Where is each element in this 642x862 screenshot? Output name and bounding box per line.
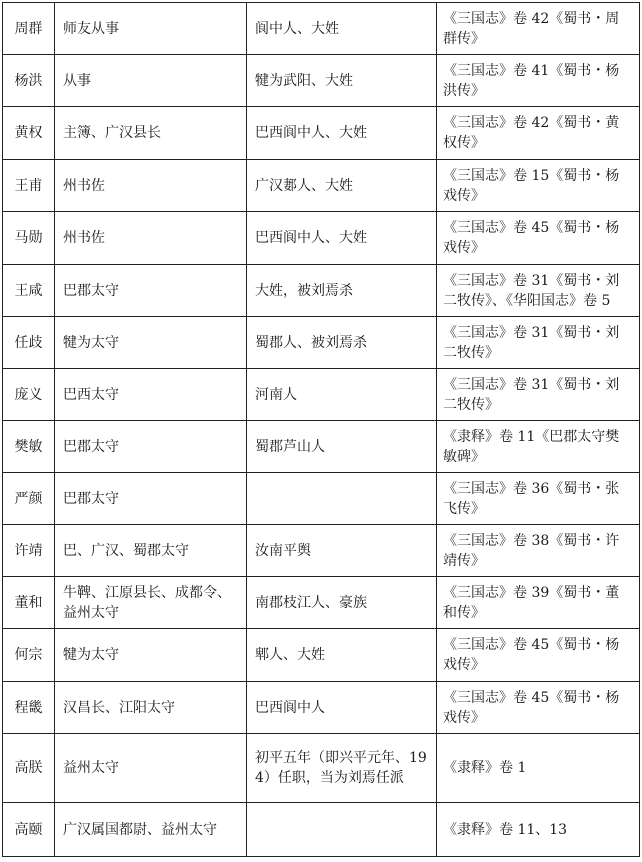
name-cell: 樊敏 [3,421,55,473]
office-cell: 州书佐 [55,212,247,265]
table-body [3,3,640,857]
source-cell: 《三国志》卷 31《蜀书・刘二牧传》 [437,317,640,369]
office-cell: 州书佐 [55,160,247,212]
source-cell: 《三国志》卷 31《蜀书・刘二牧传》、《华阳国志》卷 5 [437,265,640,317]
origin-cell: 蜀郡芦山人 [247,421,437,473]
source-cell: 《三国志》卷 42《蜀书・黄权传》 [437,107,640,160]
office-cell: 巴西太守 [55,369,247,421]
origin-cell: 大姓，被刘焉杀 [247,265,437,317]
origin-cell: 汝南平舆 [247,525,437,577]
table-row [3,525,640,577]
name-cell: 任歧 [3,317,55,369]
office-cell: 益州太守 [55,734,247,803]
office-cell: 主簿、广汉县长 [55,107,247,160]
office-cell: 巴、广汉、蜀郡太守 [55,525,247,577]
table-row [3,734,640,803]
origin-cell: 南郡枝江人、豪族 [247,577,437,629]
table-row [3,577,640,629]
origin-cell [247,473,437,525]
source-cell: 《三国志》卷 39《蜀书・董和传》 [437,577,640,629]
office-cell: 犍为太守 [55,317,247,369]
source-cell: 《三国志》卷 41《蜀书・杨洪传》 [437,55,640,107]
table-row [3,212,640,265]
office-cell: 广汉属国都尉、益州太守 [55,803,247,857]
source-cell: 《隶释》卷 11、13 [437,803,640,857]
origin-cell: 初平五年（即兴平元年、194）任职，当为刘焉任派 [247,734,437,803]
source-cell: 《三国志》卷 15《蜀书・杨戏传》 [437,160,640,212]
name-cell: 杨洪 [3,55,55,107]
origin-cell: 河南人 [247,369,437,421]
name-cell: 程畿 [3,682,55,734]
office-cell: 巴郡太守 [55,473,247,525]
source-cell: 《三国志》卷 31《蜀书・刘二牧传》 [437,369,640,421]
origin-cell: 巴西阆中人 [247,682,437,734]
table-row [3,265,640,317]
origin-cell: 犍为武阳、大姓 [247,55,437,107]
source-cell: 《三国志》卷 45《蜀书・杨戏传》 [437,629,640,682]
name-cell: 董和 [3,577,55,629]
source-cell: 《隶释》卷 11《巴郡太守樊敏碑》 [437,421,640,473]
name-cell: 许靖 [3,525,55,577]
office-cell: 巴郡太守 [55,265,247,317]
table-row [3,421,640,473]
source-cell: 《三国志》卷 45《蜀书・杨戏传》 [437,682,640,734]
table-row [3,160,640,212]
name-cell: 周群 [3,3,55,55]
name-cell: 高颐 [3,803,55,857]
office-cell: 汉昌长、江阳太守 [55,682,247,734]
source-cell: 《三国志》卷 42《蜀书・周群传》 [437,3,640,55]
name-cell: 黄权 [3,107,55,160]
name-cell: 严颜 [3,473,55,525]
table-row [3,803,640,857]
table-row [3,317,640,369]
table-row [3,55,640,107]
origin-cell: 广汉郪人、大姓 [247,160,437,212]
name-cell: 马勋 [3,212,55,265]
name-cell: 何宗 [3,629,55,682]
office-cell: 牛鞞、江原县长、成都令、益州太守 [55,577,247,629]
table-row [3,629,640,682]
office-cell: 犍为太守 [55,629,247,682]
source-cell: 《三国志》卷 45《蜀书・杨戏传》 [437,212,640,265]
name-cell: 高朕 [3,734,55,803]
name-cell: 王咸 [3,265,55,317]
name-cell: 王甫 [3,160,55,212]
table-row [3,3,640,55]
table-row [3,369,640,421]
source-cell: 《三国志》卷 36《蜀书・张飞传》 [437,473,640,525]
source-cell: 《三国志》卷 38《蜀书・许靖传》 [437,525,640,577]
office-cell: 从事 [55,55,247,107]
origin-cell: 阆中人、大姓 [247,3,437,55]
origin-cell: 巴西阆中人、大姓 [247,107,437,160]
name-cell: 庞义 [3,369,55,421]
table-row [3,682,640,734]
table-row [3,107,640,160]
origin-cell: 郫人、大姓 [247,629,437,682]
officials-table [2,2,640,857]
table-row [3,473,640,525]
office-cell: 巴郡太守 [55,421,247,473]
source-cell: 《隶释》卷 1 [437,734,640,803]
origin-cell: 巴西阆中人、大姓 [247,212,437,265]
origin-cell: 蜀郡人、被刘焉杀 [247,317,437,369]
office-cell: 师友从事 [55,3,247,55]
origin-cell [247,803,437,857]
